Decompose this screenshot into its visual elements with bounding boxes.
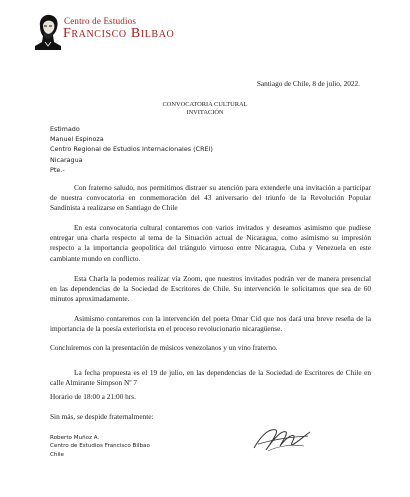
paragraph-closing-music: Concluiremos con la presentación de músicos venezolanos y un vino fraterno.: [50, 343, 278, 352]
paragraph-zoom: Esta Charla la podemos realizar vía Zoom, que nuestros invitados podrán ver de manera presencial en las dependencias de la Sociedad de Escritores de Chile. Su intervención le solicitamos que sea de 60 minutos aproximadamente.: [50, 274, 371, 304]
signature-block: [50, 434, 150, 459]
greeting: Estimado: [50, 125, 80, 133]
org-name-line1: Centro de Estudios: [64, 16, 137, 26]
signer-org: Centro de Estudios Francisco Bilbao: [50, 443, 150, 450]
paragraph-talk-request: En esta convocatoria cultural contaremos con varios invitados y deseamos asimismo que pudiese entregar una charla respecto al tema de la Situación actual de Nicaragua, como asimismo su impresión respecto a la importancia geopolítica del triángulo virtuoso entre Nicaragua, Cuba y Venezuela en este cambiante mundo en conflicto.: [50, 223, 371, 263]
signer-country: Chile: [50, 451, 65, 458]
recipient-name: Manuel Espinoza: [50, 135, 104, 144]
recipient-city: Pte.-: [50, 165, 65, 174]
bilbao-portrait-logo: [34, 12, 62, 50]
paragraph-invitation: Con fraterno saludo, nos permitimos distraer su atención para extenderle una invitación a participar de nuestra convocatoria en conmemoración del 43 aniversario del triunfo de la Revolución Popular Sandinista a realizarse en Santiago de Chile: [50, 183, 371, 213]
recipient-country: Nicaragua: [50, 155, 83, 164]
paragraph-date-venue: La fecha propuesta es el 19 de julio, en las dependencias de la Sociedad de Escritores de Chile en calle Almirante Simpson Nº 7: [50, 368, 371, 388]
handwritten-signature: [248, 424, 314, 454]
recipient-block: [50, 124, 213, 175]
subject-line2: INVITACIÓN: [186, 109, 224, 116]
letter-date: Santiago de Chile, 8 de julio, 2022.: [256, 79, 360, 88]
org-name-line2: Francisco Bilbao: [63, 26, 175, 41]
subject-line1: CONVOCATORIA CULTURAL: [162, 101, 248, 108]
paragraph-farewell: Sin más, se despide fraternalmente:: [50, 412, 154, 421]
recipient-org: Centro Regional de Estudios Internacionales (CREI): [50, 145, 213, 154]
signer-name: Roberto Muñoz A.: [50, 435, 100, 441]
paragraph-schedule: Horario de 18:00 a 21:00 hrs.: [50, 392, 136, 401]
paragraph-poet: Asimismo contaremos con la intervención del poeta Omar Cid que nos dará una breve reseña de la importancia de la poesía exteriorista en el proceso revolucionario nicaragüense.: [50, 314, 371, 334]
